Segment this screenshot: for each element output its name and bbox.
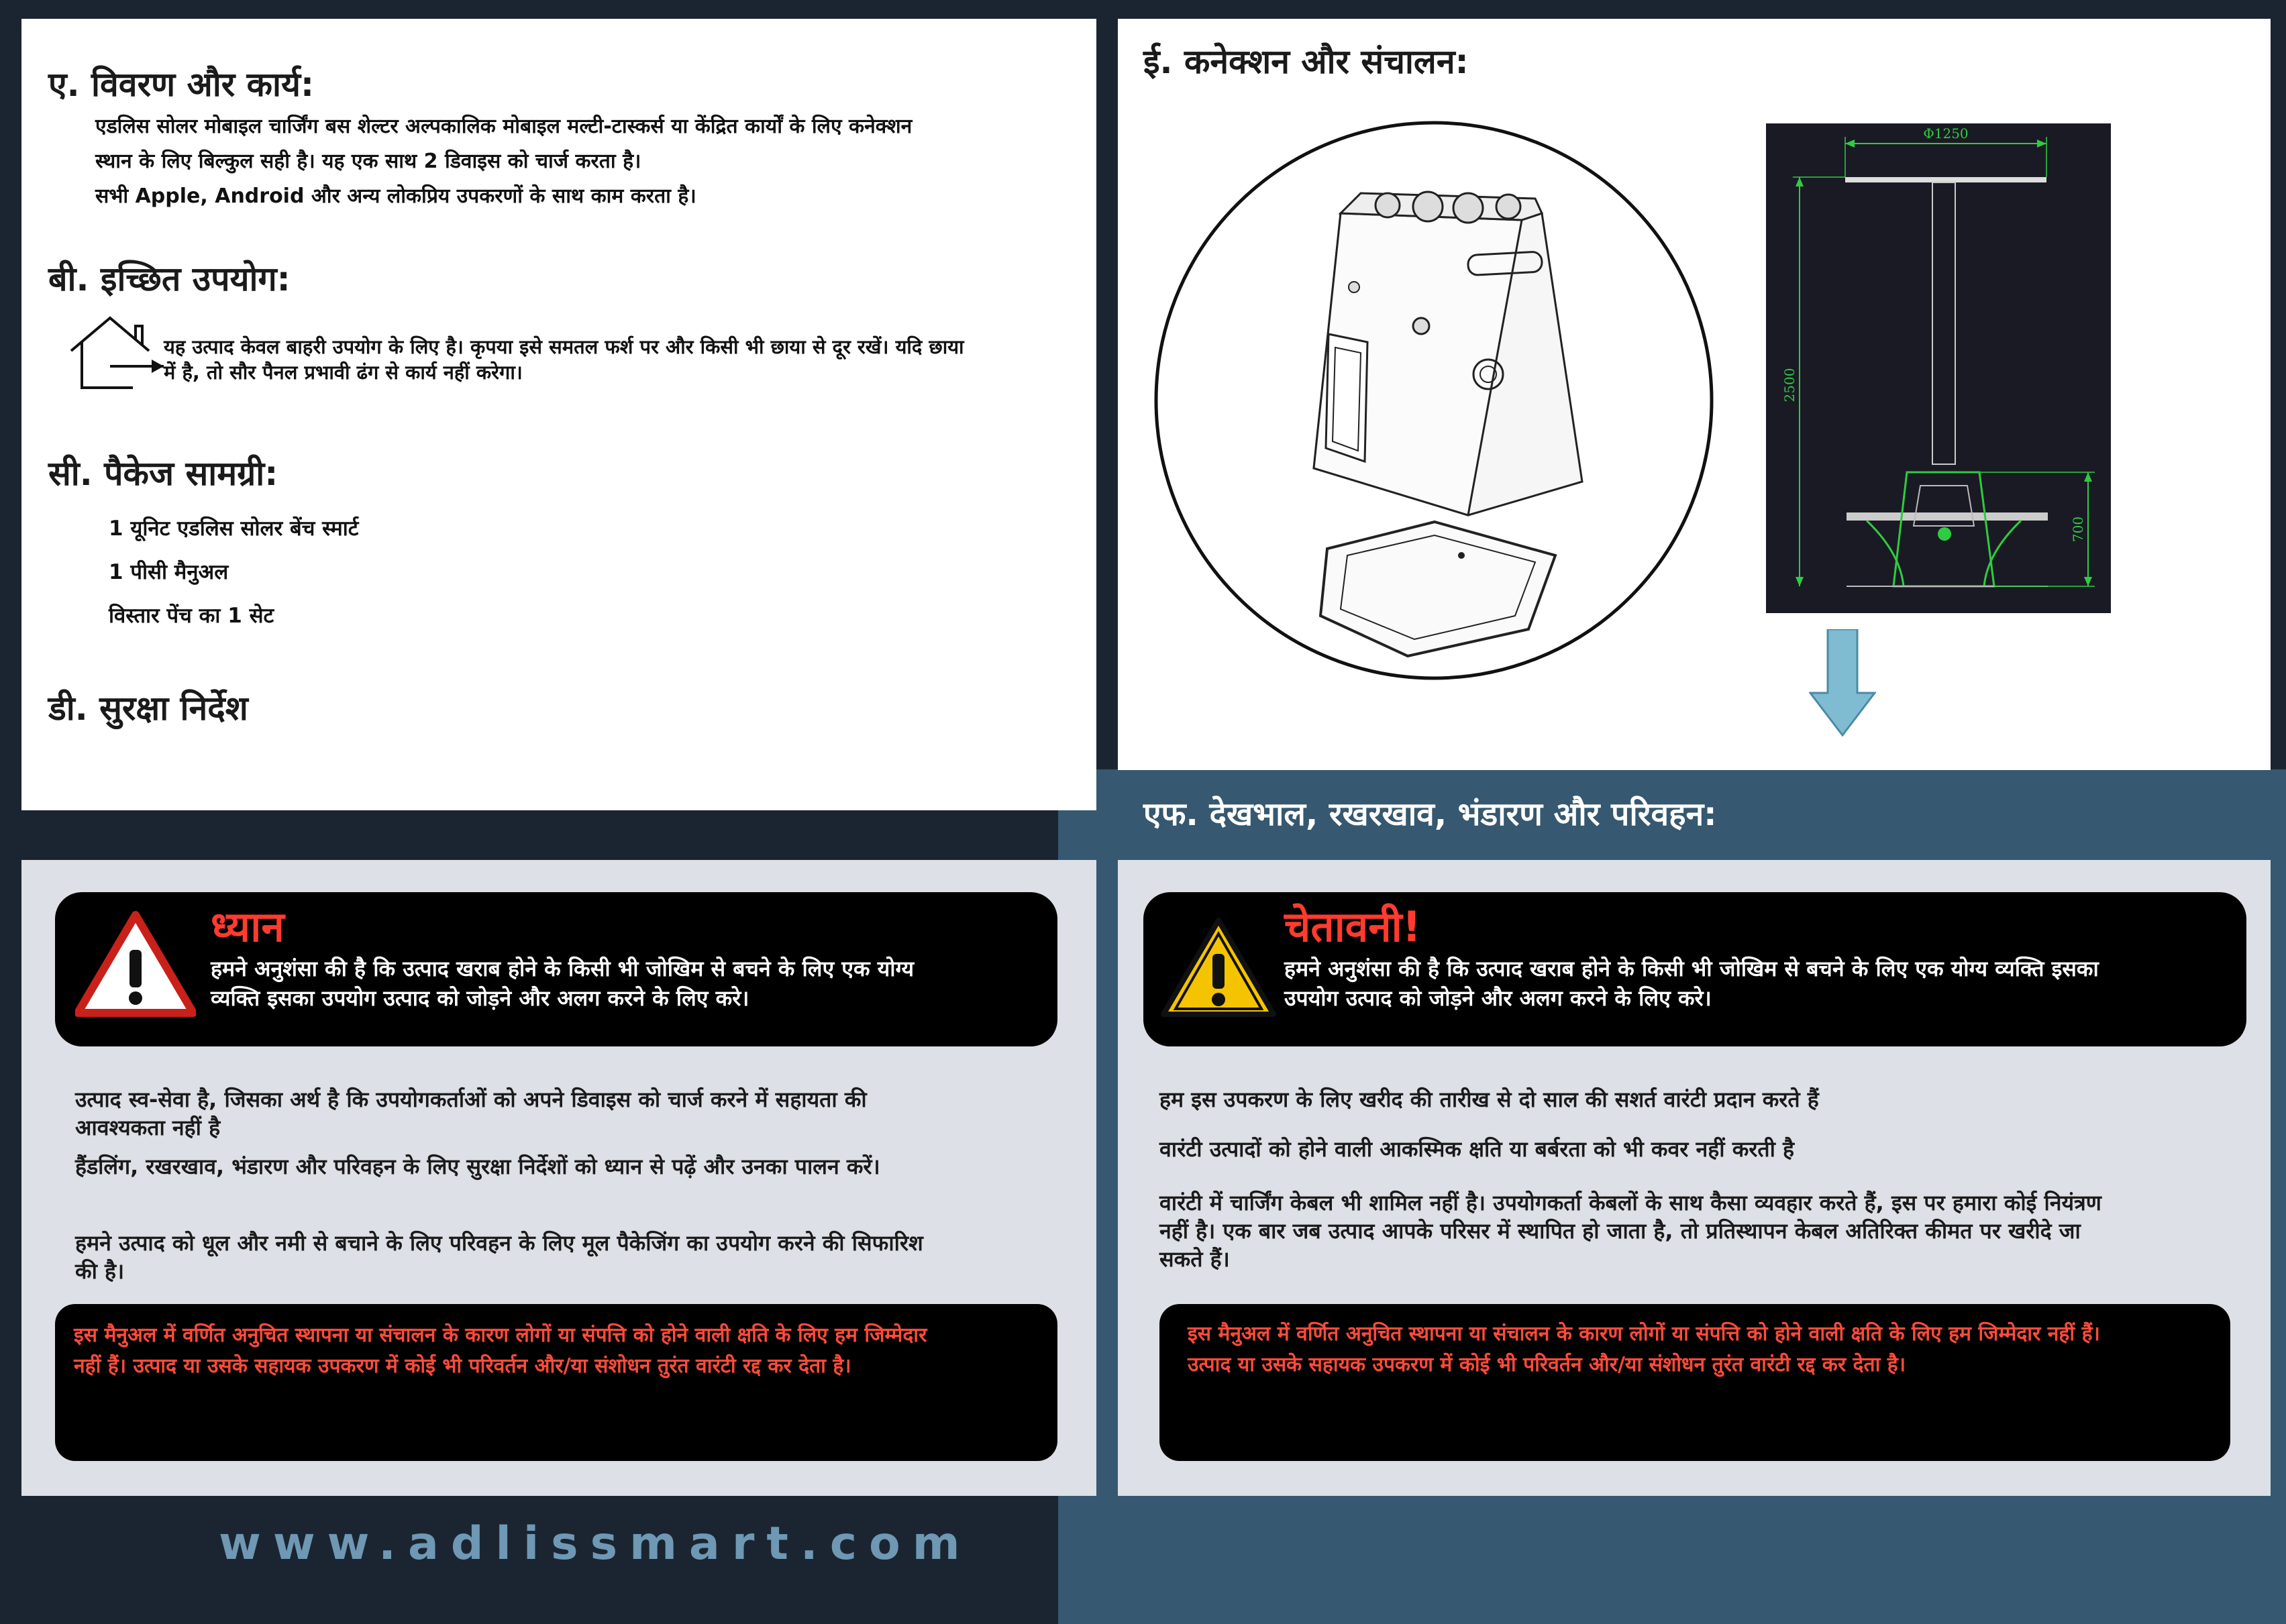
warning-box-caution — [1143, 892, 2246, 1046]
product-illustration — [1153, 119, 1715, 682]
warranty-p3-line-1: वारंटी में चार्जिंग केबल भी शामिल नहीं है। उपयोगकर्ता केबलों के साथ कैसा व्यवहार करते हैं, इस पर हमारा कोई नियंत्रण — [1159, 1190, 2101, 1215]
warning-triangle-red-icon — [75, 911, 196, 1018]
warranty-p2: वारंटी उत्पादों को होने वाली आकस्मिक क्षति या बर्बरता को भी कवर नहीं करती है — [1159, 1136, 1795, 1162]
warranty-p3-line-3: सकते हैं। — [1159, 1246, 1230, 1272]
disclaimer-right-line-2: उत्पाद या उसके सहायक उपकरण में कोई भी परिवर्तन और/या संशोधन तुरंत वारंटी रद्द कर देता है। — [1188, 1353, 1906, 1376]
warning-title-caution: चेतावनी! — [1284, 902, 1421, 951]
warning-text-attention-2: व्यक्ति इसका उपयोग उत्पाद को जोड़ने और अलग करने के लिए करे। — [211, 985, 749, 1011]
section-d-heading: डी. सुरक्षा निर्देश — [48, 689, 248, 728]
section-c-heading: सी. पैकेज सामग्री: — [48, 454, 278, 493]
panel-safety — [21, 860, 1096, 1496]
dim-seat-label: 700 — [2070, 516, 2086, 543]
package-item-1: 1 यूनिट एडलिस सोलर बेंच स्मार्ट — [109, 517, 359, 541]
panel-description — [21, 19, 1096, 810]
warranty-p3-line-2: नहीं है। एक बार जब उत्पाद आपके परिसर में स्थापित हो जाता है, तो प्रतिस्थापन केबल अतिरिक्त कीमत पर खरीदे जा — [1159, 1218, 2081, 1244]
disclaimer-right-line-1: इस मैनुअल में वर्णित अनुचित स्थापना या संचालन के कारण लोगों या संपत्ति को होने वाली क्षति के लिए हम जिम्मेदार नहीं हैं। — [1188, 1322, 2100, 1346]
section-a-line-1: एडलिस सोलर मोबाइल चार्जिंग बस शेल्टर अल्पकालिक मोबाइल मल्टी-टास्कर्स या केंद्रित कार्यों के लिए कनेक्शन — [95, 115, 913, 138]
safety-p1-line-1: उत्पाद स्व-सेवा है, जिसका अर्थ है कि उपयोगकर्ताओं को अपने डिवाइस को चार्ज करने में सहायता की — [75, 1087, 867, 1112]
safety-p1-line-2: आवश्यकता नहीं है — [75, 1115, 221, 1140]
disclaimer-box-right — [1159, 1304, 2230, 1461]
section-b-heading: बी. इच्छित उपयोग: — [48, 260, 291, 299]
dim-height-label: 2500 — [1781, 368, 1798, 402]
section-f-heading: एफ. देखभाल, रखरखाव, भंडारण और परिवहन: — [1143, 796, 1717, 833]
warranty-p1: हम इस उपकरण के लिए खरीद की तारीख से दो साल की सशर्त वारंटी प्रदान करते हैं — [1159, 1087, 1819, 1112]
package-item-2: 1 पीसी मैनुअल — [109, 560, 229, 584]
warning-text-caution-1: हमने अनुशंसा की है कि उत्पाद खराब होने के किसी भी जोखिम से बचने के लिए एक योग्य व्यक्ति इसका — [1284, 956, 2099, 981]
panel-warranty — [1118, 860, 2271, 1496]
warning-title-attention: ध्यान — [211, 902, 284, 951]
safety-p2: हैंडलिंग, रखरखाव, भंडारण और परिवहन के लिए सुरक्षा निर्देशों को ध्यान से पढ़ें और उनका पालन करें। — [75, 1154, 880, 1179]
section-b-text — [164, 334, 964, 385]
safety-p3-line-1: हमने उत्पाद को धूल और नमी से बचाने के लिए परिवहन के लिए मूल पैकेजिंग का उपयोग करने की सिफारिश — [75, 1230, 923, 1256]
down-arrow-icon — [1809, 629, 1876, 737]
section-a-heading: ए. विवरण और कार्य: — [48, 65, 314, 104]
disclaimer-box-left — [55, 1304, 1057, 1461]
panel-connection — [1118, 19, 2271, 770]
disclaimer-left-line-1: इस मैनुअल में वर्णित अनुचित स्थापना या संचालन के कारण लोगों या संपत्ति को होने वाली क्षति के लिए हम जिम्मेदार — [74, 1323, 927, 1347]
section-b-line-2: में है, तो सौर पैनल प्रभावी ढंग से कार्य नहीं करेगा। — [164, 361, 523, 384]
dim-top-label: Φ1250 — [1923, 125, 1969, 142]
disclaimer-left-line-2: नहीं हैं। उत्पाद या उसके सहायक उपकरण में कोई भी परिवर्तन और/या संशोधन तुरंत वारंटी रद्द कर देता है। — [74, 1354, 851, 1378]
technical-drawing — [1766, 123, 2111, 613]
warning-text-attention-1: हमने अनुशंसा की है कि उत्पाद खराब होने के किसी भी जोखिम से बचने के लिए एक योग्य — [211, 956, 915, 981]
warning-text-caution-2: उपयोग उत्पाद को जोड़ने और अलग करने के लिए करे। — [1284, 985, 1712, 1011]
website-link[interactable]: www.adlissmart.com — [219, 1517, 972, 1570]
section-b-line-1: यह उत्पाद केवल बाहरी उपयोग के लिए है। कृपया इसे समतल फर्श पर और किसी भी छाया से दूर रखें। यदि छाया — [164, 335, 964, 358]
house-arrow-icon — [63, 314, 170, 394]
warning-box-attention — [55, 892, 1057, 1046]
section-a-line-2: स्थान के लिए बिल्कुल सही है। यह एक साथ 2 डिवाइस को चार्ज करता है। — [95, 150, 641, 173]
section-e-heading: ई. कनेक्शन और संचालन: — [1143, 42, 1469, 81]
section-a-line-3: सभी Apple, Android और अन्य लोकप्रिय उपकरणों के साथ काम करता है। — [95, 184, 696, 208]
package-item-3: विस्तार पेंच का 1 सेट — [109, 604, 274, 628]
safety-p3-line-2: की है। — [75, 1258, 125, 1284]
warning-triangle-yellow-icon — [1161, 916, 1276, 1018]
